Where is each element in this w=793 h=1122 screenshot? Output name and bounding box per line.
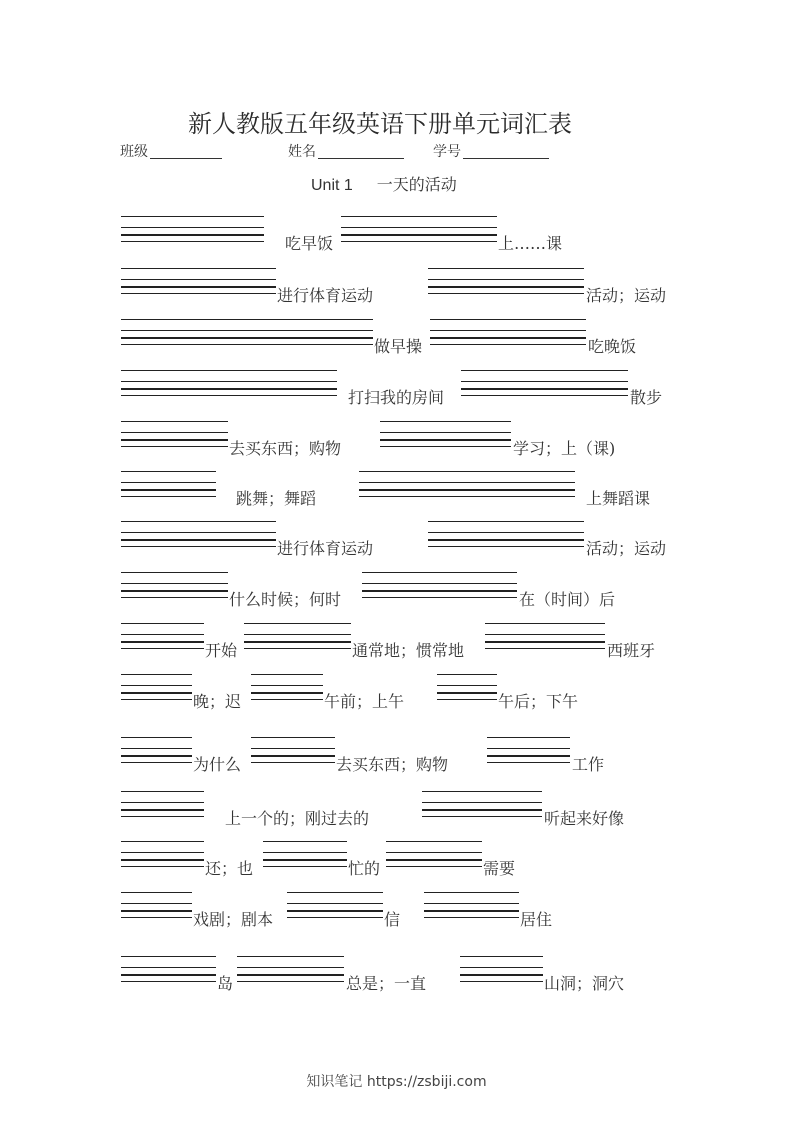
vocab-prompt: 工作: [572, 755, 605, 774]
class-label: 班级: [120, 144, 148, 160]
unit-heading: [311, 172, 457, 195]
vocab-prompt: 打扫我的房间: [348, 388, 445, 407]
vocab-prompt: 进行体育运动: [277, 539, 374, 558]
vocab-prompt: 听起来好像: [544, 809, 625, 828]
page-title: 新人教版五年级英语下册单元词汇表: [188, 110, 572, 138]
vocab-prompt: 午前；上午: [324, 692, 405, 711]
vocab-prompt: 山洞；洞穴: [544, 974, 625, 993]
vocab-prompt: 为什么: [193, 755, 242, 774]
name-field: [288, 141, 404, 161]
vocab-prompt: 什么时候；何时: [229, 590, 342, 609]
vocab-prompt: 忙的: [348, 859, 381, 878]
student-id-blank[interactable]: [463, 144, 549, 159]
footer-watermark: 知识笔记 https://zsbiji.com: [306, 1074, 487, 1090]
vocab-prompt: 上……课: [498, 234, 563, 253]
vocab-prompt: 在（时间）后: [519, 590, 616, 609]
vocab-prompt: 岛: [217, 974, 234, 993]
unit-name: 一天的活动: [376, 175, 457, 194]
vocab-prompt: 活动；运动: [586, 539, 667, 558]
vocab-prompt: 开始: [205, 641, 238, 660]
vocab-prompt: 信: [384, 910, 401, 929]
vocab-prompt: 学习；上（课): [513, 439, 616, 458]
vocab-prompt: 跳舞；舞蹈: [236, 489, 317, 508]
unit-number: Unit 1: [311, 177, 353, 194]
vocab-prompt: 通常地；惯常地: [352, 641, 465, 660]
vocab-prompt: 午后；下午: [498, 692, 579, 711]
vocab-prompt: 散步: [630, 388, 663, 407]
vocab-prompt: 需要: [483, 859, 516, 878]
vocab-prompt: 上舞蹈课: [586, 489, 651, 508]
student-id-field: [433, 141, 549, 161]
vocab-prompt: 西班牙: [607, 641, 656, 660]
student-id-label: 学号: [433, 144, 461, 160]
vocab-prompt: 吃晚饭: [588, 337, 637, 356]
name-label: 姓名: [288, 144, 316, 160]
vocab-prompt: 上一个的；刚过去的: [225, 809, 370, 828]
vocab-prompt: 戏剧；剧本: [193, 910, 274, 929]
vocab-prompt: 晚；迟: [193, 692, 242, 711]
vocab-prompt: 去买东西；购物: [229, 439, 342, 458]
vocab-prompt: 总是；一直: [346, 974, 427, 993]
vocab-prompt: 做早操: [374, 337, 423, 356]
vocab-prompt: 吃早饭: [285, 234, 334, 253]
vocab-prompt: 去买东西；购物: [336, 755, 449, 774]
vocab-prompt: 居住: [520, 910, 553, 929]
class-blank[interactable]: [150, 144, 222, 159]
name-blank[interactable]: [318, 144, 404, 159]
class-field: [120, 141, 222, 161]
vocab-prompt: 还；也: [205, 859, 254, 878]
vocab-prompt: 活动；运动: [586, 286, 667, 305]
vocab-prompt: 进行体育运动: [277, 286, 374, 305]
